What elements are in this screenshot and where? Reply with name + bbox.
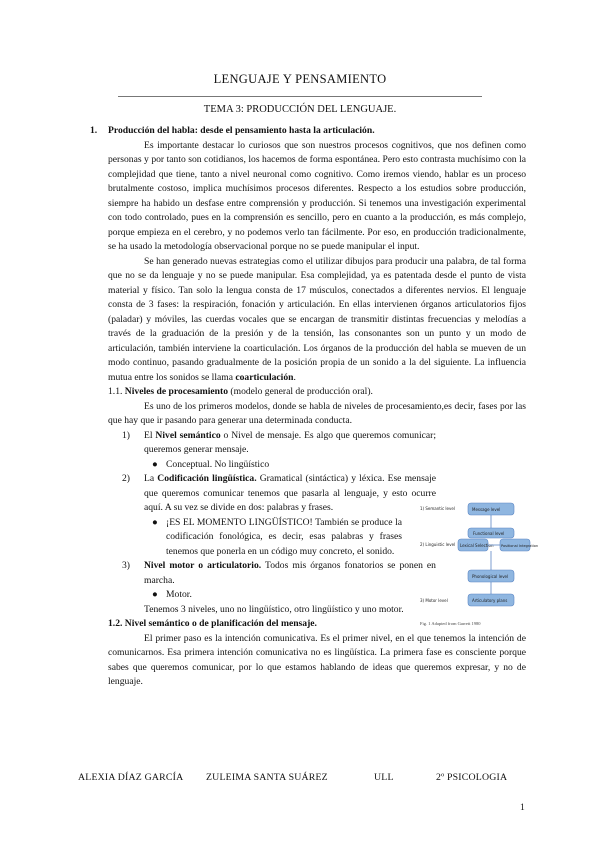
list-text: El: [144, 429, 153, 441]
figure-label: Positional Integration: [501, 544, 539, 548]
bullet-text: Conceptual. No lingüístico: [166, 458, 270, 470]
footer-author-1: ALEXIA DÍAZ GARCÍA: [78, 772, 184, 783]
figure-label: Functional level: [473, 531, 505, 536]
figure-label: Phonological level: [472, 574, 509, 579]
list-item: [108, 429, 436, 458]
figure-label: Articulatory plans: [472, 598, 508, 603]
figure-label: 1) Semantic level: [420, 506, 455, 511]
paragraph: Es uno de los primeros modelos, donde se habla de niveles de procesamiento,es decir, fases por las que hay que ir pasando para generar una determinada conducta.: [108, 400, 526, 426]
bullet-icon: ●: [152, 516, 158, 528]
list-bold: Nivel semántico: [155, 429, 221, 441]
bullet-icon: ●: [152, 458, 158, 470]
paragraph-text: .: [293, 371, 296, 383]
figure-label: Lexical Selection: [460, 543, 494, 548]
subsection-heading-bold: Nivel semántico o de planificación del mensaje.: [124, 618, 317, 629]
bullet-icon: ●: [152, 589, 158, 600]
list-number: 3): [122, 560, 130, 571]
list-item: [108, 472, 436, 516]
footer-author-2: ZULEIMA SANTA SUÁREZ: [206, 772, 328, 783]
list-text: La: [144, 473, 155, 484]
section-heading: [90, 124, 526, 139]
subsection-number: 1.2.: [108, 618, 123, 629]
list-number: 2): [122, 473, 130, 484]
subsection-heading: [108, 385, 526, 400]
page-number: 1: [520, 802, 525, 813]
page-footer: [78, 772, 538, 783]
bullet-item: [108, 588, 436, 603]
title-divider: [118, 96, 482, 97]
list-item: [108, 559, 436, 588]
figure-label: Message level: [472, 507, 501, 512]
summary-line: Tenemos 3 niveles, uno no lingüístico, otro lingüístico y uno motor.: [144, 603, 404, 615]
subsection-number: 1.1.: [108, 386, 123, 397]
bold-term: coarticulación: [235, 371, 294, 383]
subsection-heading-rest: (modelo general de producción oral).: [230, 386, 373, 397]
bullet-item: [108, 458, 436, 473]
figure-caption: Fig. 1 Adapted from Garrett 1980: [420, 621, 481, 626]
footer-course: 2º PSICOLOGIA: [436, 772, 508, 783]
paragraph: Es importante destacar lo curiosos que son nuestros procesos cognitivos, que nos definen como personas y por tanto son cotidianos, los hacemos de forma espontánea. Pero esto contrasta muchísimo con la complejidad que tiene, tanto a nivel neuronal como cognitivo. Como iremos viendo, hablar es un proceso brutalmente costoso, implica muchísimos procesos diferentes. Respecto a los estudios sobre producción, siempre ha habido un desfase entre comprensión y producción. Si tenemos una investigación experimental con todo controlado, pues en la comprensión es sencillo, pero en cuanto a la producción, es más complejo, porque empieza en el cerebro, y no podemos verlo tan fácilmente. Por eso, en producción tradicionalmente, se ha usado la metodología observacional porque no se puede manipular el input.: [108, 139, 526, 252]
bullet-item: [108, 516, 402, 560]
list-text: Gramatical (sintáctica) y léxica. Ese mensaje que queremos comunicar tenemos que pasarla al lenguaje, y esto ocurre aquí. A su vez se divide en dos: palabras y frases.: [144, 473, 437, 513]
document-title: LENGUAJE Y PENSAMIENTO: [213, 72, 387, 86]
list-number: 1): [122, 429, 130, 441]
bullet-text: Motor.: [166, 589, 192, 600]
figure-label: 3) Motor level: [420, 598, 448, 603]
paragraph: El primer paso es la intención comunicativa. Es el primer nivel, en el que tenemos la intención de comunicarnos. Esa primera intención comunicativa no es lingüística. La primera fase es consciente porque sabes que queremos comunicar, por lo que estamos hablando de ideas que queremos expresar, y no de lenguaje.: [108, 632, 526, 687]
section-number: 1.: [90, 125, 98, 136]
subsection-heading-bold: Niveles de procesamiento: [124, 386, 228, 397]
list-text: o Nivel de mensaje. Es algo que queremos comunicar; queremos generar mensaje.: [144, 429, 436, 455]
paragraph: [108, 255, 526, 386]
list-text: Todos mis órganos fonatorios se ponen en marcha.: [144, 560, 436, 586]
paragraph-text: Se han generado nuevas estrategias como el utilizar dibujos para producir una palabra, de tal forma que no se da lenguaje y no se puede manipular. Esa complejidad, ya es patentada desde el punto de vista material y físico. Tan solo la lengua consta de 17 músculos, conectados a diferentes nervios. El lenguaje consta de 3 fases: la respiración, fonación y articulación. En ellas intervienen órganos articulatorios fijos (paladar) y móviles, las cuerdas vocales que se encargan de transmitir distintas frecuencias y melodías a través de la graduación de la presión y de la tensión, las consonantes son un punto y un modo de articulación, también interviene la coarticulación. Los órganos de la producción del habla se mueven de un modo continuo, pasando gradualmente de la posición propia de un sonido a la del siguiente. La influencia mutua entre los sonidos se llama: [108, 255, 526, 383]
figure-label: 2) Linguistic level: [420, 542, 456, 547]
bullet-text: ¡ES EL MOMENTO LINGÜÍSTICO! También se produce la codificación fonológica, es decir, esas palabras y frases tenemos que ponerla en un código muy concreto, el sonido.: [166, 516, 402, 557]
section-heading-text: Producción del habla: desde el pensamiento hasta la articulación.: [108, 125, 375, 136]
list-bold: Nivel motor o articulatorio.: [144, 560, 262, 571]
footer-university: ULL: [374, 772, 394, 783]
production-levels-diagram: [420, 494, 539, 634]
document-subtitle: TEMA 3: PRODUCCIÓN DEL LENGUAJE.: [203, 104, 397, 115]
list-bold: Codificación lingüística.: [157, 473, 257, 484]
